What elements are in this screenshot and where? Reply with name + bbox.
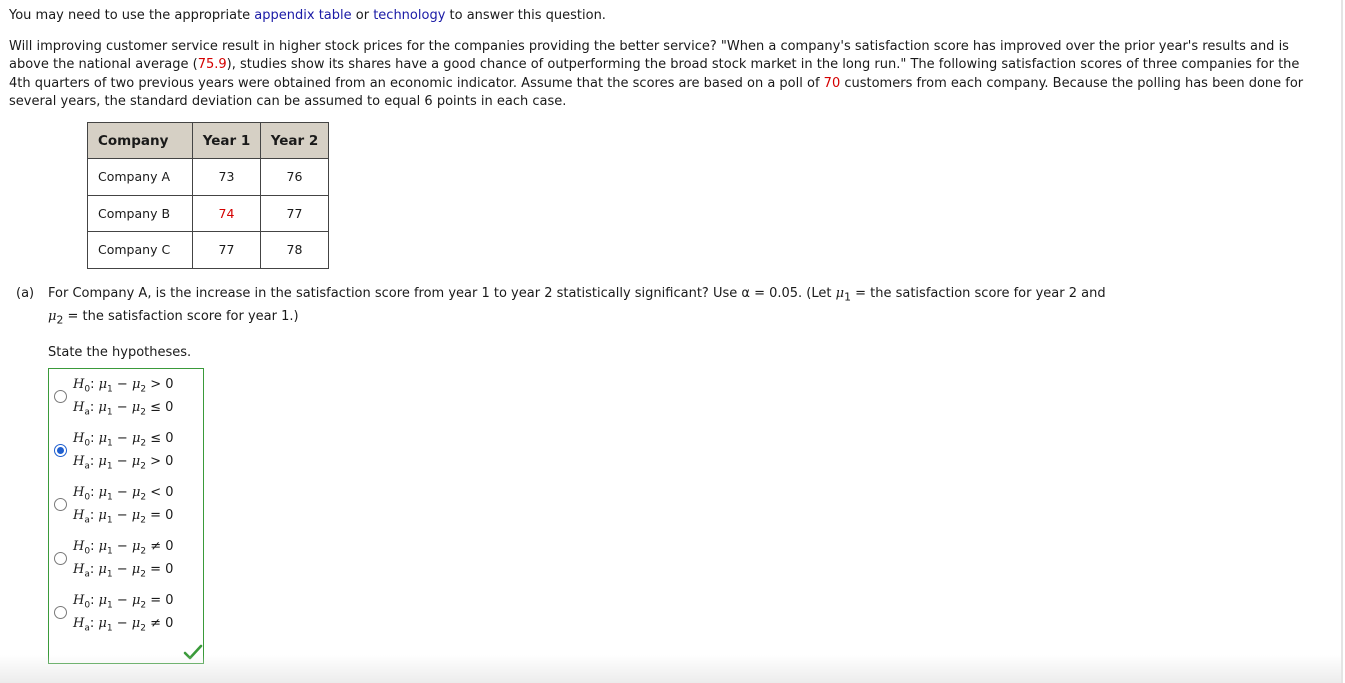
hypotheses-answer-box bbox=[48, 368, 204, 664]
alternative-hypothesis: $H_a$: $\mu_1 - \mu_2 > 0$ bbox=[73, 454, 174, 472]
table-header-row bbox=[88, 123, 329, 159]
radio-button[interactable] bbox=[54, 390, 67, 403]
company-cell: Company A bbox=[88, 159, 193, 196]
year2-cell: 78 bbox=[261, 232, 329, 269]
null-hypothesis: $H_0$: $\mu_1 - \mu_2 = 0$ bbox=[73, 593, 174, 611]
year1-cell: 74 bbox=[193, 195, 261, 232]
year2-cell: 76 bbox=[261, 159, 329, 196]
bottom-shadow bbox=[0, 655, 1341, 683]
hypothesis-option-3[interactable] bbox=[49, 481, 199, 527]
year1-cell: 77 bbox=[193, 232, 261, 269]
table-row bbox=[88, 232, 329, 269]
alternative-hypothesis: $H_a$: $\mu_1 - \mu_2 = 0$ bbox=[73, 562, 174, 580]
problem-statement: Will improving customer service result in higher stock prices for the companies providing the better service? "When a company's satisfaction score has improved over the prior year's results and is above the national average (75.9), studies show its shares have a good chance of outperforming the broad stock market in the long run." The following satisfaction scores of three companies for the 4th quarters of two previous years were obtained from an economic indicator. Assume that the scores are based on a poll of 70 customers from each company. Because the polling has been done for several years, the standard deviation can be assumed to equal 6 points in each case. bbox=[9, 39, 1304, 109]
technology-link[interactable]: technology bbox=[373, 8, 446, 23]
radio-button[interactable] bbox=[54, 498, 67, 511]
alternative-hypothesis: $H_a$: $\mu_1 - \mu_2 \le 0$ bbox=[73, 400, 174, 418]
null-hypothesis: $H_0$: $\mu_1 - \mu_2 < 0$ bbox=[73, 485, 174, 503]
column-header-year1: Year 1 bbox=[193, 123, 261, 159]
intro-text: You may need to use the appropriate appendix table or technology to answer this question. bbox=[9, 8, 606, 23]
company-cell: Company B bbox=[88, 195, 193, 232]
null-hypothesis: $H_0$: $\mu_1 - \mu_2 > 0$ bbox=[73, 377, 174, 395]
hypothesis-option-1[interactable] bbox=[49, 373, 199, 419]
alternative-hypothesis: $H_a$: $\mu_1 - \mu_2 \ne 0$ bbox=[73, 616, 174, 634]
satisfaction-table bbox=[87, 122, 329, 269]
radio-button[interactable] bbox=[54, 552, 67, 565]
alternative-hypothesis: $H_a$: $\mu_1 - \mu_2 = 0$ bbox=[73, 508, 174, 526]
year2-cell: 77 bbox=[261, 195, 329, 232]
null-hypothesis: $H_0$: $\mu_1 - \mu_2 \ne 0$ bbox=[73, 539, 174, 557]
radio-button-selected[interactable] bbox=[54, 444, 67, 457]
company-cell: Company C bbox=[88, 232, 193, 269]
table-row bbox=[88, 159, 329, 196]
state-hypotheses-prompt: State the hypotheses. bbox=[48, 345, 192, 360]
hypothesis-option-2[interactable] bbox=[49, 427, 199, 473]
hypothesis-option-4[interactable] bbox=[49, 535, 199, 581]
appendix-table-link[interactable]: appendix table bbox=[254, 8, 352, 23]
part-a-question: (a) For Company A, is the increase in the satisfaction score from year 1 to year 2 statistically significant? Use α = 0.05. (Let $\mu_1$ = the satisfaction score for year 2 and bbox=[16, 286, 1106, 304]
column-header-year2: Year 2 bbox=[261, 123, 329, 159]
part-a-label: (a) bbox=[16, 286, 35, 301]
part-a-question-continued: $\mu_2$ = the satisfaction score for year 1.) bbox=[48, 309, 299, 327]
column-header-company: Company bbox=[88, 123, 193, 159]
poll-size-value: 70 bbox=[823, 75, 841, 91]
page-edge bbox=[1341, 0, 1343, 683]
radio-button[interactable] bbox=[54, 606, 67, 619]
hypothesis-option-5[interactable] bbox=[49, 589, 199, 635]
year1-cell: 73 bbox=[193, 159, 261, 196]
national-average-value: 75.9 bbox=[197, 57, 227, 73]
null-hypothesis: $H_0$: $\mu_1 - \mu_2 \le 0$ bbox=[73, 431, 174, 449]
table-row bbox=[88, 195, 329, 232]
